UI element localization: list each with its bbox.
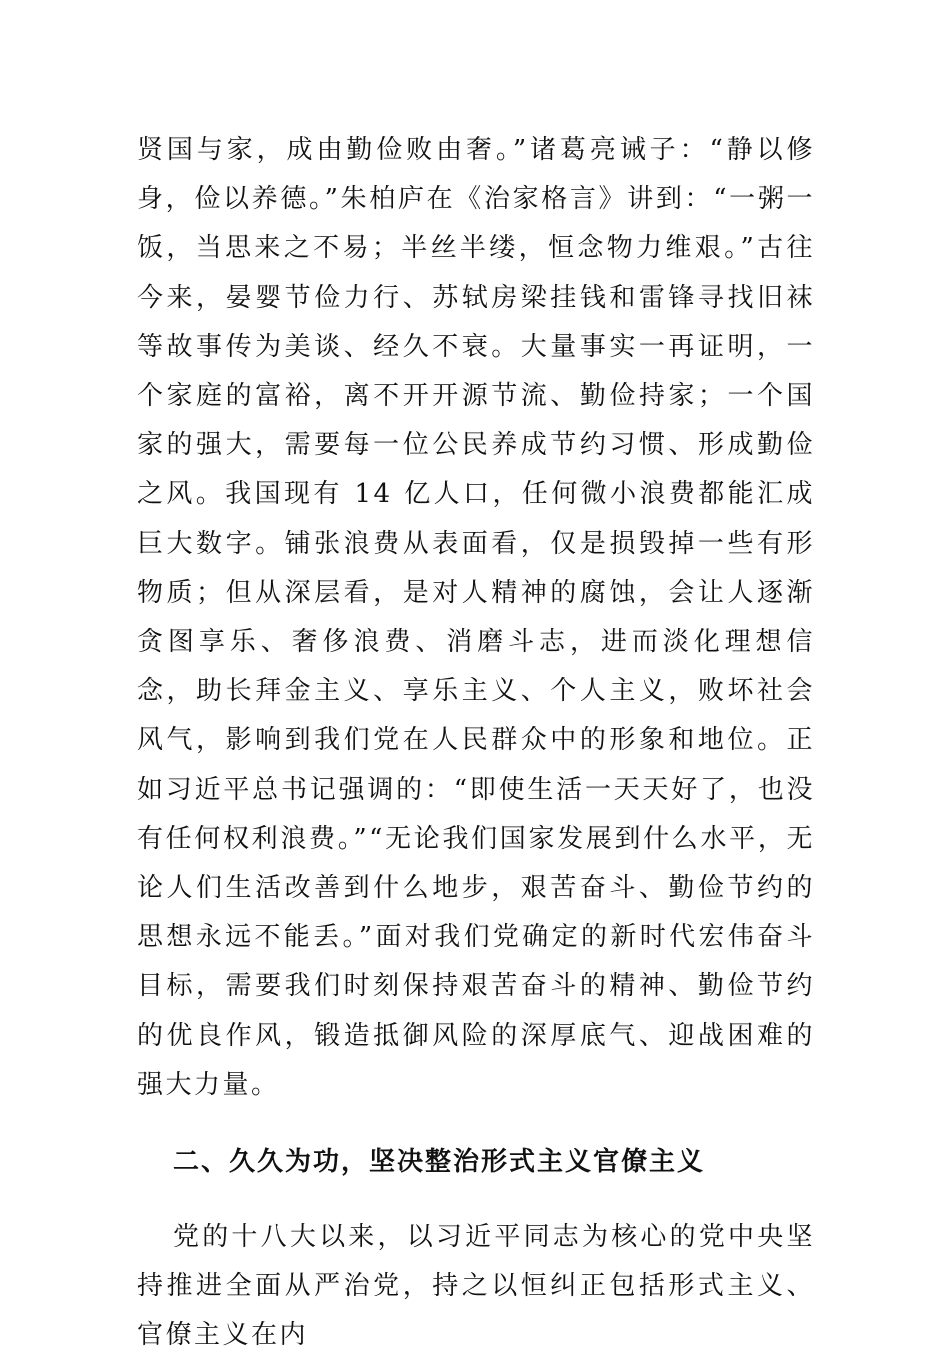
document-content [137, 126, 815, 1361]
section-heading: 二、久久为功，坚决整治形式主义官僚主义 [173, 1147, 706, 1178]
body-paragraph-second: 党的十八大以来，以习近平同志为核心的党中央坚持推进全面从严治党，持之以恒纠正包括形式主义、官僚主义在内 [137, 1222, 815, 1351]
body-paragraph: 贤国与家，成由勤俭败由奢。”诸葛亮诫子：“静以修身，俭以养德。”朱柏庐在《治家格言》讲到：“一粥一饭，当思来之不易；半丝半缕，恒念物力维艰。”古往今来，晏婴节俭力行、苏轼房梁挂钱和雷锋寻找旧袜等故事传为美谈、经久不衰。大量事实一再证明，一个家庭的富裕，离不开开源节流、勤俭持家；一个国家的强大，需要每一位公民养成节约习惯、形成勤俭之风。我国现有 14 亿人口，任何微小浪费都能汇成巨大数字。铺张浪费从表面看，仅是损毁掉一些有形物质；但从深层看，是对人精神的腐蚀，会让人逐渐贪图享乐、奢侈浪费、消磨斗志，进而淡化理想信念，助长拜金主义、享乐主义、个人主义，败坏社会风气，影响到我们党在人民群众中的形象和地位。正如习近平总书记强调的：“即使生活一天天好了，也没有任何权利浪费。”“无论我们国家发展到什么水平，无论人们生活改善到什么地步，艰苦奋斗、勤俭节约的思想永远不能丢。”面对我们党确定的新时代宏伟奋斗目标，需要我们时刻保持艰苦奋斗的精神、勤俭节约的优良作风，锻造抵御风险的深厚底气、迎战困难的强大力量。 [137, 135, 815, 1100]
